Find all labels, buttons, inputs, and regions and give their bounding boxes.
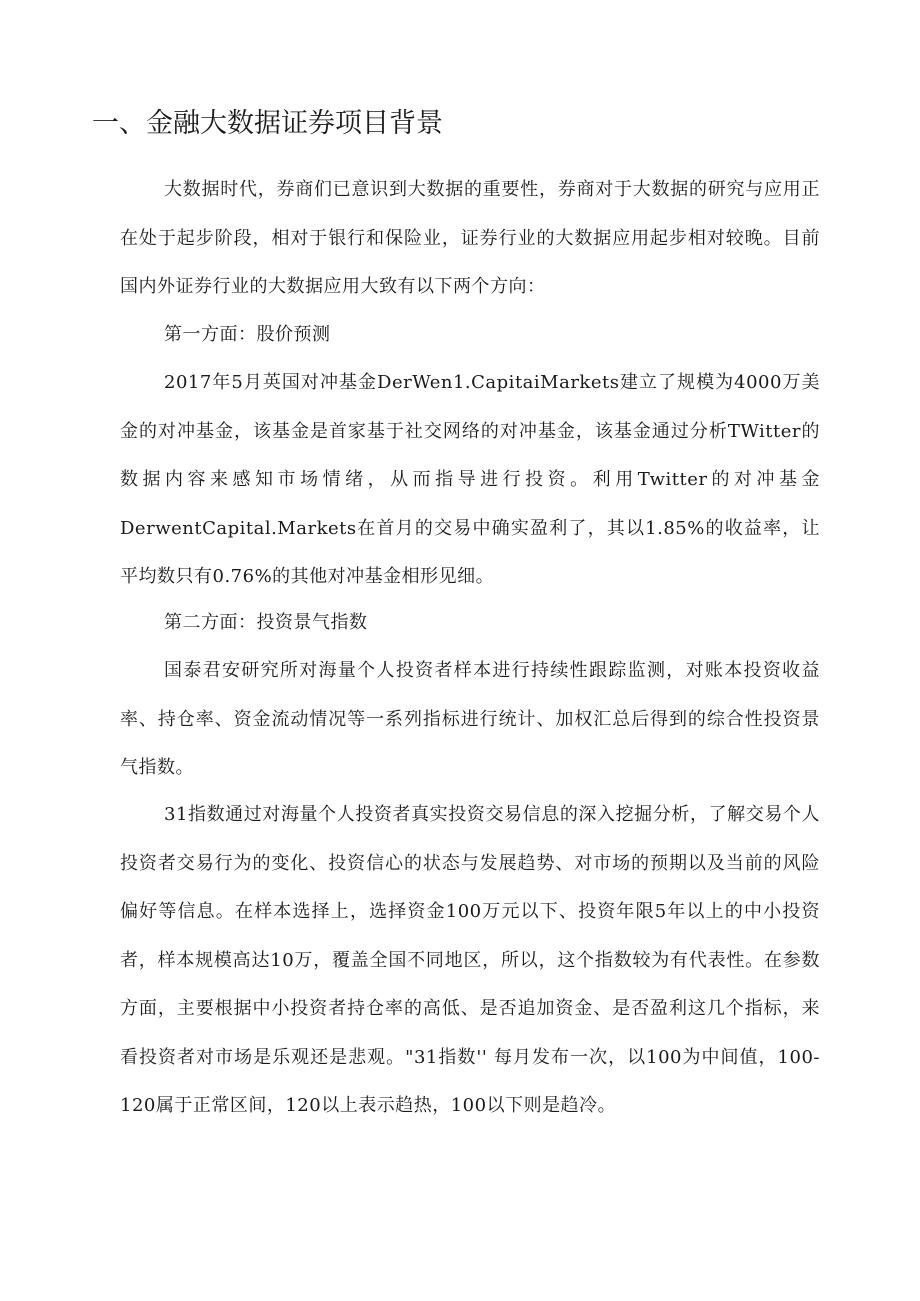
section2-paragraph-1: 国泰君安研究所对海量个人投资者样本进行持续性跟踪监测，对账本投资收益率、持仓率、资金流动情况等一系列指标进行统计、加权汇总后得到的综合性投资景气指数。 bbox=[120, 660, 820, 778]
section1-paragraph: 2017年5月英国对冲基金DerWen1.CapitaiMarkets建立了规模为4000万美金的对冲基金，该基金是首家基于社交网络的对冲基金，该基金通过分析TWitter的数据内容来感知市场情绪，从而指导进行投资。利用Twitter的对冲基金DerwentCapital.Markets在首月的交易中确实盈利了，其以1.85%的收益率，让平均数只有0.76%的其他对冲基金相形见细。 bbox=[120, 372, 820, 587]
section2-paragraph-2: 31指数通过对海量个人投资者真实投资交易信息的深入挖掘分析，了解交易个人投资者交易行为的变化、投资信心的状态与发展趋势、对市场的预期以及当前的风险偏好等信息。在样本选择上，选择资金100万元以下、投资年限5年以上的中小投资者，样本规模高达10万，覆盖全国不同地区，所以，这个指数较为有代表性。在参数方面，主要根据中小投资者持仓率的高低、是否追加资金、是否盈利这几个指标，来看投资者对市场是乐观还是悲观。"31指数'' 每月发布一次，以100为中间值，100-120属于正常区间，120以上表示趋热，100以下则是趋冷。 bbox=[120, 804, 820, 1116]
section2-heading: 第二方面：投资景气指数 bbox=[164, 612, 368, 633]
section1-heading: 第一方面：股价预测 bbox=[164, 324, 331, 345]
document-title: 一、金融大数据证券项目背景 bbox=[92, 108, 443, 139]
intro-paragraph: 大数据时代，券商们已意识到大数据的重要性，券商对于大数据的研究与应用正在处于起步阶段，相对于银行和保险业，证券行业的大数据应用起步相对较晚。目前国内外证券行业的大数据应用大致有以下两个方向： bbox=[120, 179, 820, 297]
